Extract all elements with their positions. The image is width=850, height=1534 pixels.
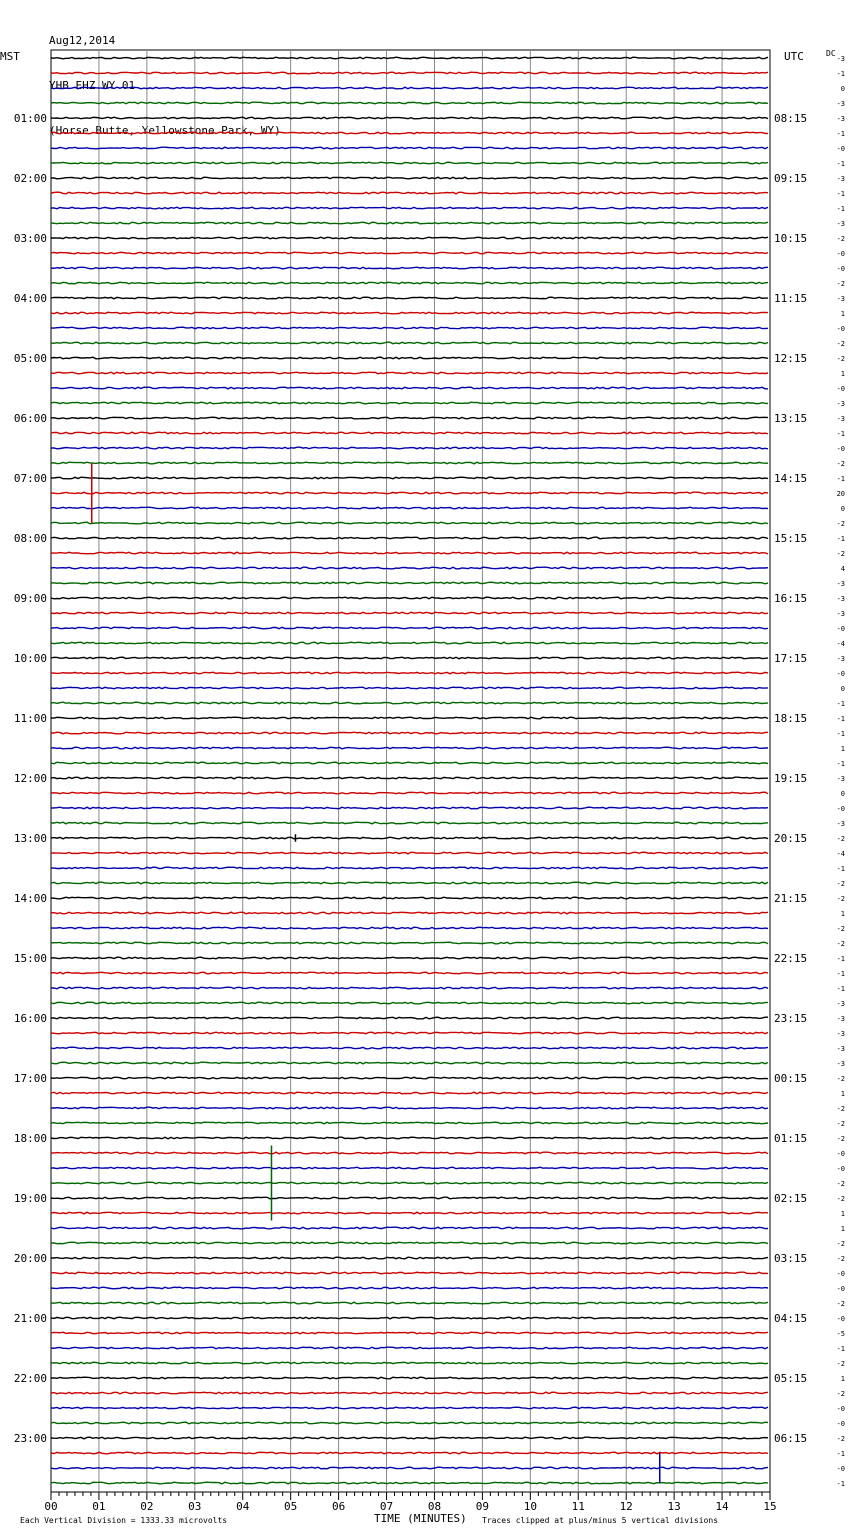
- trace-row: [51, 957, 768, 959]
- left-hour-label: 04:00: [13, 292, 47, 305]
- dc-offset-label: 1: [840, 1225, 845, 1233]
- x-tick-label: 05: [284, 1500, 298, 1513]
- dc-offset-label: -0: [836, 805, 845, 813]
- trace-row: [51, 852, 768, 854]
- x-tick-label: 10: [523, 1500, 537, 1513]
- plot-frame: [51, 50, 770, 1492]
- right-hour-label: 11:15: [774, 292, 808, 305]
- trace-row: [51, 297, 768, 299]
- trace-row: [51, 627, 768, 629]
- right-hour-label: 00:15: [774, 1072, 808, 1085]
- left-hour-label: 23:00: [13, 1432, 47, 1445]
- trace-row: [51, 1227, 768, 1229]
- trace-row: [51, 822, 768, 824]
- dc-offset-label: -0: [836, 325, 845, 333]
- dc-offset-label: 1: [840, 1375, 845, 1383]
- dc-offset-label: -2: [836, 895, 845, 903]
- dc-offset-label: -3: [836, 100, 845, 108]
- dc-offset-label: -1: [836, 700, 845, 708]
- trace-row: [51, 1152, 768, 1154]
- dc-offset-label: -3: [836, 580, 845, 588]
- trace-row: [51, 72, 768, 74]
- dc-offset-label: -2: [836, 1105, 845, 1113]
- right-hour-label: 06:15: [774, 1432, 808, 1445]
- x-tick-label: 01: [92, 1500, 106, 1513]
- clip-note: Traces clipped at plus/minus 5 vertical divisions: [482, 1516, 719, 1525]
- trace-row: [51, 1287, 768, 1289]
- date-label: Aug12,2014: [49, 34, 116, 47]
- trace-row: [51, 417, 768, 419]
- dc-offset-label: -1: [836, 730, 845, 738]
- trace-row: [51, 1347, 768, 1349]
- trace-row: [51, 1242, 768, 1244]
- x-tick-label: 00: [44, 1500, 58, 1513]
- dc-offset-label: -3: [836, 175, 845, 183]
- left-hour-label: 06:00: [13, 412, 47, 425]
- trace-row: [51, 612, 768, 614]
- dc-offset-label: 0: [840, 685, 845, 693]
- trace-row: [51, 1167, 768, 1169]
- trace-row: [51, 387, 768, 389]
- x-tick-label: 06: [331, 1500, 346, 1513]
- dc-offset-label: -3: [836, 820, 845, 828]
- trace-row: [51, 1122, 768, 1124]
- trace-row: [51, 807, 768, 809]
- trace-row: [51, 912, 768, 914]
- trace-row: [51, 507, 768, 509]
- trace-row: [51, 537, 768, 539]
- left-hour-label: 05:00: [13, 352, 47, 365]
- location-label: (Horse Butte, Yellowstone Park, WY): [49, 124, 281, 137]
- dc-offset-label: -2: [836, 925, 845, 933]
- dc-offset-label: -0: [836, 145, 845, 153]
- trace-row: [51, 1407, 768, 1409]
- dc-offset-label: -1: [836, 430, 845, 438]
- trace-row: [51, 162, 768, 164]
- dc-offset-label: -4: [836, 850, 845, 858]
- right-hour-label: 03:15: [774, 1252, 808, 1265]
- dc-offset-label: -5: [836, 1330, 845, 1338]
- trace-row: [51, 837, 768, 839]
- trace-row: [51, 342, 768, 344]
- dc-offset-label: -2: [836, 355, 845, 363]
- trace-row: [51, 1257, 768, 1259]
- dc-offset-label: -3: [836, 55, 845, 63]
- right-timezone-label: UTC: [784, 50, 804, 63]
- dc-offset-label: -1: [836, 865, 845, 873]
- right-hour-label: 14:15: [774, 472, 808, 485]
- dc-offset-label: 0: [840, 85, 845, 93]
- right-hour-label: 19:15: [774, 772, 808, 785]
- trace-row: [51, 1212, 768, 1214]
- dc-offset-label: -0: [836, 1150, 845, 1158]
- left-timezone-label: MST: [0, 50, 20, 63]
- dc-offset-label: 20: [836, 490, 845, 498]
- dc-offset-label: -1: [836, 130, 845, 138]
- dc-offset-label: -3: [836, 1015, 845, 1023]
- dc-offset-label: -3: [836, 295, 845, 303]
- left-hour-label: 15:00: [13, 952, 47, 965]
- trace-row: [51, 1002, 768, 1004]
- x-tick-label: 09: [475, 1500, 490, 1513]
- trace-row: [51, 1377, 768, 1379]
- trace-row: [51, 1437, 768, 1439]
- x-axis-title: TIME (MINUTES): [374, 1512, 467, 1525]
- trace-row: [51, 102, 768, 104]
- trace-row: [51, 1317, 768, 1319]
- trace-row: [51, 672, 768, 674]
- left-hour-label: 20:00: [13, 1252, 47, 1265]
- dc-offset-label: -0: [836, 670, 845, 678]
- x-tick-label: 02: [140, 1500, 154, 1513]
- dc-offset-label: -0: [836, 1285, 845, 1293]
- trace-row: [51, 192, 768, 194]
- dc-offset-label: -1: [836, 760, 845, 768]
- trace-row: [51, 987, 768, 989]
- trace-row: [51, 282, 768, 284]
- trace-row: [51, 57, 768, 59]
- x-tick-label: 03: [188, 1500, 202, 1513]
- trace-row: [51, 267, 768, 269]
- trace-row: [51, 1047, 768, 1049]
- right-hour-label: 17:15: [774, 652, 808, 665]
- trace-row: [51, 312, 768, 314]
- left-hour-label: 13:00: [13, 832, 47, 845]
- dc-offset-label: -2: [836, 880, 845, 888]
- right-hour-label: 22:15: [774, 952, 808, 965]
- dc-offset-label: 0: [840, 790, 845, 798]
- trace-row: [51, 522, 768, 524]
- dc-offset-label: -2: [836, 280, 845, 288]
- dc-offset-label: -3: [836, 595, 845, 603]
- x-tick-label: 12: [619, 1500, 633, 1513]
- trace-row: [51, 792, 768, 794]
- trace-row: [51, 1392, 768, 1394]
- dc-offset-label: -2: [836, 235, 845, 243]
- right-hour-label: 18:15: [774, 712, 808, 725]
- dc-offset-label: 1: [840, 310, 845, 318]
- trace-row: [51, 717, 768, 719]
- trace-row: [51, 1017, 768, 1019]
- dc-offset-label: -3: [836, 1000, 845, 1008]
- dc-offset-label: -2: [836, 940, 845, 948]
- dc-offset-label: 1: [840, 745, 845, 753]
- right-hour-label: 10:15: [774, 232, 808, 245]
- trace-row: [51, 177, 768, 179]
- dc-offset-label: -0: [836, 265, 845, 273]
- dc-offset-label: -1: [836, 955, 845, 963]
- dc-offset-label: -3: [836, 115, 845, 123]
- trace-row: [51, 237, 768, 239]
- x-tick-label: 04: [236, 1500, 250, 1513]
- dc-offset-label: -4: [836, 640, 845, 648]
- trace-row: [51, 642, 768, 644]
- trace-row: [51, 207, 768, 209]
- left-hour-label: 12:00: [13, 772, 47, 785]
- dc-offset-label: -2: [836, 1180, 845, 1188]
- right-hour-label: 02:15: [774, 1192, 808, 1205]
- left-hour-label: 03:00: [13, 232, 47, 245]
- x-tick-label: 08: [427, 1500, 442, 1513]
- dc-offset-label: -1: [836, 205, 845, 213]
- trace-row: [51, 597, 768, 599]
- dc-offset-label: -1: [836, 535, 845, 543]
- dc-offset-label: 1: [840, 370, 845, 378]
- trace-row: [51, 147, 768, 149]
- trace-row: [51, 1182, 768, 1184]
- x-tick-label: 13: [667, 1500, 681, 1513]
- right-hour-label: 09:15: [774, 172, 808, 185]
- trace-row: [51, 762, 768, 764]
- trace-row: [51, 132, 768, 134]
- dc-offset-label: -1: [836, 1480, 845, 1488]
- dc-offset-label: -2: [836, 1240, 845, 1248]
- dc-offset-label: -0: [836, 1405, 845, 1413]
- dc-offset-label: 1: [840, 910, 845, 918]
- left-hour-label: 01:00: [13, 112, 47, 125]
- trace-row: [51, 87, 768, 89]
- dc-offset-label: -0: [836, 1315, 845, 1323]
- left-hour-label: 21:00: [13, 1312, 47, 1325]
- trace-row: [51, 567, 768, 569]
- dc-offset-label: -2: [836, 1390, 845, 1398]
- trace-row: [51, 732, 768, 734]
- left-hour-label: 02:00: [13, 172, 47, 185]
- dc-offset-label: -0: [836, 1165, 845, 1173]
- dc-offset-label: -2: [836, 1135, 845, 1143]
- right-hour-label: 01:15: [774, 1132, 808, 1145]
- trace-row: [51, 1062, 768, 1064]
- trace-row: [51, 117, 768, 119]
- right-hour-label: 08:15: [774, 112, 808, 125]
- trace-row: [51, 1362, 768, 1364]
- dc-offset-label: 1: [840, 1090, 845, 1098]
- dc-offset-label: -2: [836, 835, 845, 843]
- dc-offset-label: -2: [836, 550, 845, 558]
- trace-row: [51, 747, 768, 749]
- trace-row: [51, 402, 768, 404]
- dc-offset-label: -2: [836, 1120, 845, 1128]
- left-hour-label: 16:00: [13, 1012, 47, 1025]
- trace-row: [51, 1107, 768, 1109]
- trace-row: [51, 882, 768, 884]
- dc-offset-label: -2: [836, 520, 845, 528]
- trace-row: [51, 1137, 768, 1139]
- dc-offset-label: -1: [836, 1345, 845, 1353]
- dc-offset-label: -3: [836, 415, 845, 423]
- right-hour-label: 13:15: [774, 412, 808, 425]
- dc-offset-label: -2: [836, 1255, 845, 1263]
- dc-offset-label: -3: [836, 775, 845, 783]
- trace-row: [51, 1272, 768, 1274]
- left-hour-label: 08:00: [13, 532, 47, 545]
- trace-row: [51, 432, 768, 434]
- dc-offset-label: -3: [836, 1030, 845, 1038]
- dc-offset-label: -1: [836, 70, 845, 78]
- dc-offset-label: -0: [836, 445, 845, 453]
- trace-row: [51, 1077, 768, 1079]
- trace-row: [51, 702, 768, 704]
- trace-row: [51, 492, 768, 494]
- dc-offset-label: 0: [840, 505, 845, 513]
- trace-row: [51, 1032, 768, 1034]
- dc-offset-label: -2: [836, 1360, 845, 1368]
- left-hour-label: 14:00: [13, 892, 47, 905]
- dc-offset-label: -1: [836, 970, 845, 978]
- left-hour-label: 09:00: [13, 592, 47, 605]
- trace-row: [51, 897, 768, 899]
- right-hour-label: 20:15: [774, 832, 808, 845]
- dc-offset-label: -1: [836, 1450, 845, 1458]
- dc-offset-label: -0: [836, 250, 845, 258]
- dc-offset-label: -2: [836, 1195, 845, 1203]
- dc-label: DC: [826, 49, 836, 58]
- left-hour-label: 22:00: [13, 1372, 47, 1385]
- trace-row: [51, 462, 768, 464]
- x-tick-label: 15: [763, 1500, 777, 1513]
- trace-row: [51, 657, 768, 659]
- dc-offset-label: -3: [836, 655, 845, 663]
- dc-offset-label: -0: [836, 625, 845, 633]
- dc-offset-label: -2: [836, 1435, 845, 1443]
- left-hour-label: 18:00: [13, 1132, 47, 1145]
- trace-row: [51, 327, 768, 329]
- trace-row: [51, 222, 768, 224]
- dc-offset-label: -1: [836, 190, 845, 198]
- trace-row: [51, 927, 768, 929]
- trace-row: [51, 372, 768, 374]
- right-hour-label: 04:15: [774, 1312, 808, 1325]
- right-hour-label: 15:15: [774, 532, 808, 545]
- dc-offset-label: -3: [836, 220, 845, 228]
- x-tick-label: 14: [715, 1500, 729, 1513]
- trace-row: [51, 687, 768, 689]
- trace-row: [51, 357, 768, 359]
- trace-row: [51, 252, 768, 254]
- right-hour-label: 05:15: [774, 1372, 808, 1385]
- dc-offset-label: -1: [836, 985, 845, 993]
- dc-offset-label: -0: [836, 385, 845, 393]
- x-tick-label: 07: [379, 1500, 394, 1513]
- left-hour-label: 10:00: [13, 652, 47, 665]
- left-hour-label: 07:00: [13, 472, 47, 485]
- trace-row: [51, 1092, 768, 1094]
- left-hour-label: 11:00: [13, 712, 47, 725]
- dc-offset-label: 1: [840, 1210, 845, 1218]
- dc-offset-label: -1: [836, 715, 845, 723]
- dc-offset-label: -2: [836, 1075, 845, 1083]
- trace-row: [51, 1422, 768, 1424]
- trace-row: [51, 1302, 768, 1304]
- trace-row: [51, 867, 768, 869]
- trace-row: [51, 942, 768, 944]
- trace-row: [51, 477, 768, 479]
- trace-row: [51, 1332, 768, 1334]
- dc-offset-label: -2: [836, 340, 845, 348]
- trace-row: [51, 777, 768, 779]
- right-hour-label: 21:15: [774, 892, 808, 905]
- trace-row: [51, 972, 768, 974]
- left-hour-label: 19:00: [13, 1192, 47, 1205]
- dc-offset-label: -1: [836, 160, 845, 168]
- station-label: YHB EHZ WY 01: [49, 79, 136, 92]
- right-hour-label: 23:15: [774, 1012, 808, 1025]
- dc-offset-label: -3: [836, 1060, 845, 1068]
- left-hour-label: 17:00: [13, 1072, 47, 1085]
- scale-note: Each Vertical Division = 1333.33 microvolts: [20, 1516, 228, 1525]
- dc-offset-label: -0: [836, 1270, 845, 1278]
- trace-row: [51, 447, 768, 449]
- trace-row: [51, 1197, 768, 1199]
- right-hour-label: 12:15: [774, 352, 808, 365]
- dc-offset-label: -3: [836, 1045, 845, 1053]
- dc-offset-label: 4: [840, 565, 845, 573]
- dc-offset-label: -2: [836, 460, 845, 468]
- dc-offset-label: -2: [836, 1300, 845, 1308]
- right-hour-label: 16:15: [774, 592, 808, 605]
- trace-row: [51, 552, 768, 554]
- dc-offset-label: -3: [836, 610, 845, 618]
- dc-offset-label: -0: [836, 1420, 845, 1428]
- x-tick-label: 11: [571, 1500, 585, 1513]
- dc-offset-label: -3: [836, 400, 845, 408]
- dc-offset-label: -1: [836, 475, 845, 483]
- dc-offset-label: -0: [836, 1465, 845, 1473]
- trace-row: [51, 582, 768, 584]
